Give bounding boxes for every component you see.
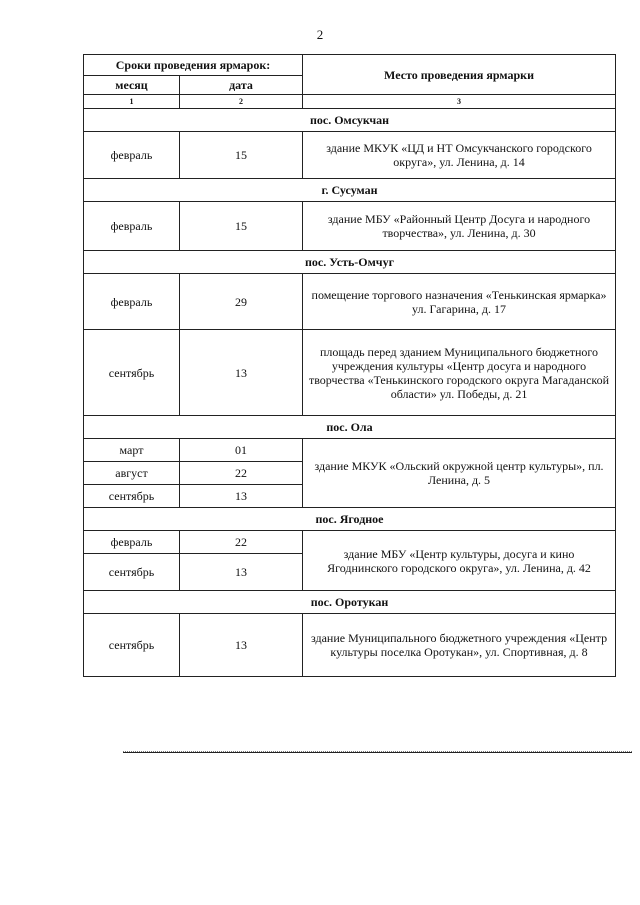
date-cell: 01 xyxy=(180,439,303,462)
header-index-1: 1 xyxy=(84,95,180,109)
place-cell: здание МКУК «Ольский окружной центр культуры», пл. Ленина, д. 5 xyxy=(303,439,616,508)
month-cell: февраль xyxy=(84,202,180,251)
section-row xyxy=(84,179,616,202)
table-row xyxy=(84,274,616,330)
section-row xyxy=(84,508,616,531)
section-title: пос. Усть-Омчуг xyxy=(84,251,616,274)
table-row xyxy=(84,614,616,677)
month-cell: сентябрь xyxy=(84,330,180,416)
section-title: пос. Оротукан xyxy=(84,591,616,614)
header-index-2: 2 xyxy=(180,95,303,109)
table-row xyxy=(84,132,616,179)
month-cell: сентябрь xyxy=(84,554,180,591)
section-title: пос. Омсукчан xyxy=(84,109,616,132)
date-cell: 22 xyxy=(180,462,303,485)
date-cell: 15 xyxy=(180,132,303,179)
place-cell: здание МКУК «ЦД и НТ Омсукчанского городского округа», ул. Ленина, д. 14 xyxy=(303,132,616,179)
fairs-schedule-table xyxy=(83,54,616,677)
section-row xyxy=(84,591,616,614)
month-cell: февраль xyxy=(84,531,180,554)
header-month: месяц xyxy=(84,76,180,95)
table-row xyxy=(84,330,616,416)
place-cell: здание МБУ «Районный Центр Досуга и народного творчества», ул. Ленина, д. 30 xyxy=(303,202,616,251)
month-cell: август xyxy=(84,462,180,485)
date-cell: 29 xyxy=(180,274,303,330)
place-cell: площадь перед зданием Муниципального бюджетного учреждения культуры «Центр досуга и народного творчества «Тенькинского городского округа Магаданской области» ул. Победы, д. 21 xyxy=(303,330,616,416)
table-row xyxy=(84,202,616,251)
month-cell: сентябрь xyxy=(84,485,180,508)
header-place: Место проведения ярмарки xyxy=(303,55,616,95)
place-cell: помещение торгового назначения «Тенькинская ярмарка» ул. Гагарина, д. 17 xyxy=(303,274,616,330)
place-cell: здание Муниципального бюджетного учреждения «Центр культуры поселка Оротукан», ул. Спортивная, д. 8 xyxy=(303,614,616,677)
header-date: дата xyxy=(180,76,303,95)
header-index-3: 3 xyxy=(303,95,616,109)
section-title: пос. Ола xyxy=(84,416,616,439)
date-cell: 15 xyxy=(180,202,303,251)
header-row-1 xyxy=(84,55,616,76)
month-cell: сентябрь xyxy=(84,614,180,677)
month-cell: февраль xyxy=(84,274,180,330)
date-cell: 22 xyxy=(180,531,303,554)
section-row xyxy=(84,416,616,439)
table-row xyxy=(84,531,616,554)
header-dates-group: Сроки проведения ярмарок: xyxy=(84,55,303,76)
month-cell: февраль xyxy=(84,132,180,179)
date-cell: 13 xyxy=(180,554,303,591)
section-title: пос. Ягодное xyxy=(84,508,616,531)
place-cell: здание МБУ «Центр культуры, досуга и кино Ягоднинского городского округа», ул. Ленина, д. 42 xyxy=(303,531,616,591)
bottom-separator-line xyxy=(123,752,632,753)
date-cell: 13 xyxy=(180,614,303,677)
section-row xyxy=(84,109,616,132)
date-cell: 13 xyxy=(180,330,303,416)
section-row xyxy=(84,251,616,274)
month-cell: март xyxy=(84,439,180,462)
page-number: 2 xyxy=(316,27,324,42)
date-cell: 13 xyxy=(180,485,303,508)
table-row xyxy=(84,439,616,462)
header-index-row xyxy=(84,95,616,109)
section-title: г. Сусуман xyxy=(84,179,616,202)
